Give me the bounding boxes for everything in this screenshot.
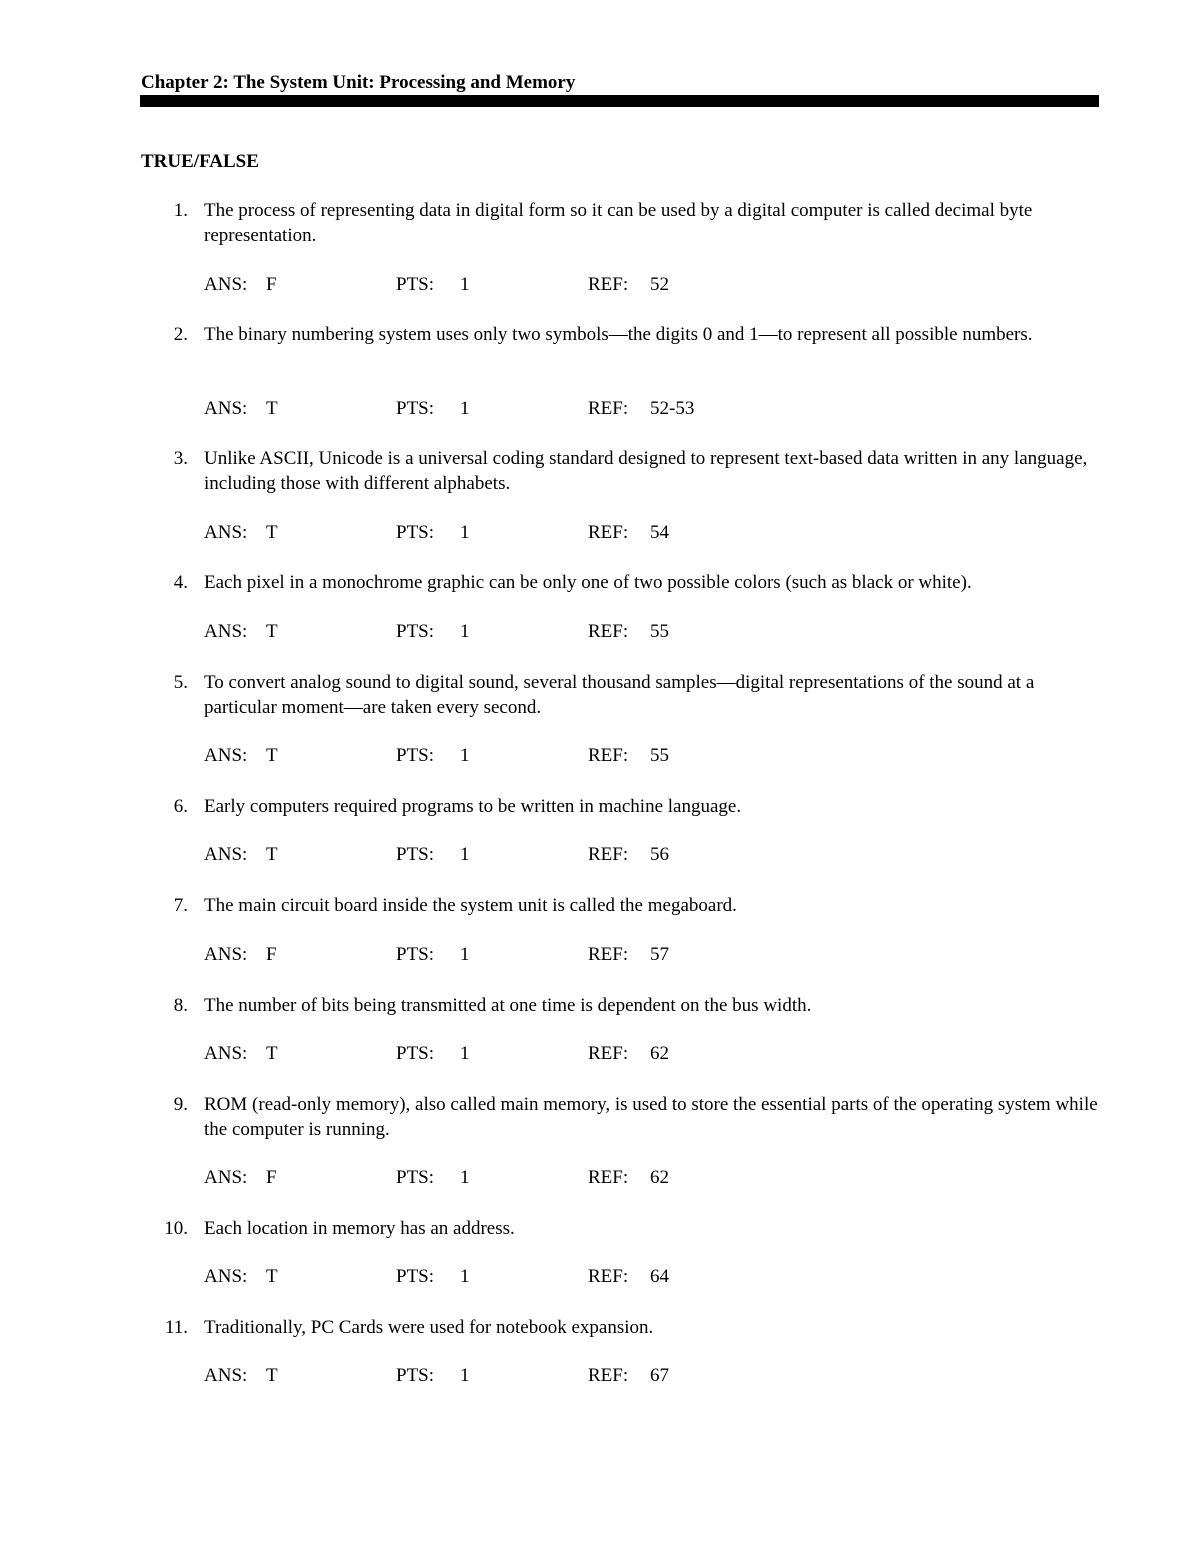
question-number: 1. [173,200,188,221]
answer-row [0,1264,1200,1290]
pts-value: 1 [460,522,470,543]
pts-value: 1 [460,621,470,642]
pts-label: PTS: [396,944,435,965]
pts-value: 1 [460,745,470,766]
question-text: The process of representing data in digital form so it can be used by a digital computer is called decimal byte representation. [204,200,1033,246]
answer-row [0,743,1200,769]
ans-value: F [266,944,277,965]
ref-label: REF: [588,1365,629,1386]
answer-row [0,1165,1200,1191]
ans-label: ANS: [204,944,248,965]
question-number: 10. [164,1218,188,1239]
pts-value: 1 [460,398,470,419]
pts-label: PTS: [396,398,435,419]
ref-label: REF: [588,745,629,766]
pts-label: PTS: [396,1167,435,1188]
ref-value: 52-53 [650,398,695,419]
ans-label: ANS: [204,1266,248,1287]
answer-row [0,1363,1200,1389]
ans-value: F [266,274,277,295]
ref-label: REF: [588,274,629,295]
pts-value: 1 [460,1167,470,1188]
ans-value: F [266,1167,277,1188]
question-text: Early computers required programs to be written in machine language. [204,796,742,817]
question-text: ROM (read-only memory), also called main memory, is used to store the essential parts of the operating system while the computer is running. [204,1094,1098,1140]
question-text: To convert analog sound to digital sound, several thousand samples—digital representations of the sound at a particular moment—are taken every second. [204,672,1035,718]
ref-label: REF: [588,621,629,642]
question-number: 8. [173,995,188,1016]
pts-value: 1 [460,1365,470,1386]
question-text: Each location in memory has an address. [204,1218,515,1239]
ref-label: REF: [588,944,629,965]
question-number: 4. [173,572,188,593]
question-number: 9. [173,1094,188,1115]
ref-value: 54 [650,522,669,543]
pts-value: 1 [460,1043,470,1064]
ref-value: 57 [650,944,669,965]
section-heading: TRUE/FALSE [141,151,259,172]
pts-label: PTS: [396,274,435,295]
ref-label: REF: [588,1266,629,1287]
pts-value: 1 [460,944,470,965]
question-number: 3. [173,448,188,469]
pts-label: PTS: [396,1266,435,1287]
ans-label: ANS: [204,1167,248,1188]
answer-row [0,272,1200,298]
ref-value: 62 [650,1043,669,1064]
ans-value: T [266,1365,278,1386]
question-text: The binary numbering system uses only two symbols—the digits 0 and 1—to represent all possible numbers. [204,324,1033,345]
ref-label: REF: [588,844,629,865]
ref-value: 67 [650,1365,669,1386]
ref-value: 52 [650,274,669,295]
title-rule [140,95,1099,107]
answer-row [0,1041,1200,1067]
question-text: Each pixel in a monochrome graphic can be only one of two possible colors (such as black or white). [204,572,972,593]
ans-value: T [266,1043,278,1064]
pts-value: 1 [460,1266,470,1287]
pts-label: PTS: [396,522,435,543]
ref-value: 62 [650,1167,669,1188]
chapter-title: Chapter 2: The System Unit: Processing and Memory [141,72,576,93]
question-number: 7. [173,895,188,916]
ans-label: ANS: [204,398,248,419]
pts-label: PTS: [396,844,435,865]
ans-value: T [266,1266,278,1287]
ans-value: T [266,398,278,419]
ans-value: T [266,621,278,642]
answer-row [0,942,1200,968]
pts-label: PTS: [396,1043,435,1064]
ref-label: REF: [588,1043,629,1064]
question-text: The main circuit board inside the system unit is called the megaboard. [204,895,737,916]
pts-label: PTS: [396,621,435,642]
answer-row [0,619,1200,645]
ref-label: REF: [588,398,629,419]
pts-value: 1 [460,274,470,295]
ref-value: 56 [650,844,669,865]
ref-value: 64 [650,1266,669,1287]
ref-value: 55 [650,745,669,766]
question-text: The number of bits being transmitted at one time is dependent on the bus width. [204,995,812,1016]
pts-label: PTS: [396,745,435,766]
answer-row [0,396,1200,422]
pts-label: PTS: [396,1365,435,1386]
answer-row [0,520,1200,546]
question-number: 5. [173,672,188,693]
ref-label: REF: [588,1167,629,1188]
ans-label: ANS: [204,1043,248,1064]
ans-label: ANS: [204,621,248,642]
ans-label: ANS: [204,844,248,865]
question-number: 6. [173,796,188,817]
ans-label: ANS: [204,745,248,766]
ref-value: 55 [650,621,669,642]
ans-value: T [266,522,278,543]
question-text: Unlike ASCII, Unicode is a universal coding standard designed to represent text-based data written in any language, including those with different alphabets. [204,448,1088,494]
question-number: 2. [173,324,188,345]
question-text: Traditionally, PC Cards were used for notebook expansion. [204,1317,654,1338]
ans-value: T [266,745,278,766]
answer-row [0,842,1200,868]
question-number: 11. [164,1317,188,1338]
ans-label: ANS: [204,522,248,543]
pts-value: 1 [460,844,470,865]
ans-label: ANS: [204,1365,248,1386]
ans-value: T [266,844,278,865]
ref-label: REF: [588,522,629,543]
ans-label: ANS: [204,274,248,295]
